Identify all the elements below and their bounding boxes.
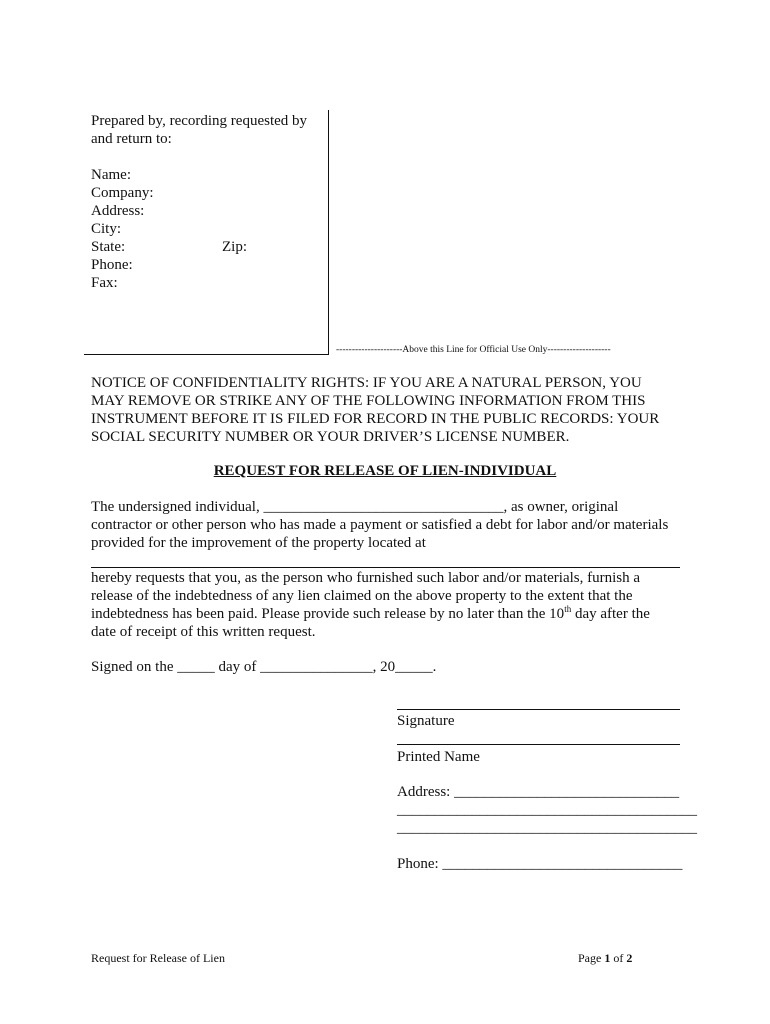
release-paragraph	[91, 569, 691, 641]
phone-label: Phone:	[91, 257, 133, 273]
document-title: REQUEST FOR RELEASE OF LIEN-INDIVIDUAL	[213, 463, 557, 479]
paragraph-line: contractor or other person who has made a payment or satisfied a debt for labor and/or materials	[91, 517, 669, 533]
paragraph-text: indebtedness has been paid. Please provide such release by no later than the 10	[91, 606, 565, 622]
notice-line: SOCIAL SECURITY NUMBER OR YOUR DRIVER’S LICENSE NUMBER.	[91, 429, 570, 445]
paragraph-line: provided for the improvement of the property located at	[91, 535, 426, 551]
header-horizontal-divider	[84, 354, 329, 355]
page-total: 2	[626, 951, 633, 965]
company-label: Company:	[91, 185, 154, 201]
paragraph-text: day after the	[571, 606, 650, 622]
notice-line: MAY REMOVE OR STRIKE ANY OF THE FOLLOWING INFORMATION FROM THIS	[91, 393, 646, 409]
footer-title: Request for Release of Lien	[91, 951, 225, 965]
paragraph-line: hereby requests that you, as the person who furnished such labor and/or materials, furnish a	[91, 570, 641, 586]
property-address-line	[91, 567, 680, 568]
paragraph-line: release of the indebtedness of any lien claimed on the above property to the extent that the	[91, 588, 633, 604]
zip-label: Zip:	[222, 239, 247, 255]
paragraph-line: date of receipt of this written request.	[91, 624, 316, 640]
signed-on-line: Signed on the _____ day of _______________, 20_____.	[91, 659, 437, 675]
prepared-by-line1: Prepared by, recording requested by	[91, 113, 308, 129]
city-label: City:	[91, 221, 122, 237]
signer-address-field: Address: ______________________________	[397, 784, 680, 800]
notice-line: INSTRUMENT BEFORE IT IS FILED FOR RECORD IN THE PUBLIC RECORDS: YOUR	[91, 411, 660, 427]
page-of: of	[610, 951, 627, 965]
preparer-block	[91, 112, 323, 292]
printed-name-label: Printed Name	[397, 749, 480, 765]
paragraph-line: The undersigned individual, ________________________________, as owner, original	[91, 499, 619, 515]
signer-phone-field: Phone: ________________________________	[397, 856, 683, 872]
notice-line: NOTICE OF CONFIDENTIALITY RIGHTS: IF YOU ARE A NATURAL PERSON, YOU	[91, 375, 642, 391]
page-number	[578, 949, 632, 967]
official-use-line: ---------------------Above this Line for Official Use Only--------------------	[336, 345, 611, 355]
header-vertical-divider	[328, 110, 329, 355]
signer-address-line2: ________________________________________	[397, 802, 697, 818]
confidentiality-notice	[91, 374, 691, 446]
ordinal-suffix: th	[564, 604, 572, 614]
request-paragraph	[91, 498, 691, 552]
fax-label: Fax:	[91, 275, 118, 291]
signer-address-line3: ________________________________________	[397, 820, 697, 836]
state-label: State:	[91, 239, 126, 255]
address-label: Address:	[91, 203, 145, 219]
printed-name-line	[397, 744, 680, 745]
page-current: 1	[604, 951, 611, 965]
signature-line	[397, 709, 680, 710]
state-zip-row	[91, 238, 323, 256]
name-label: Name:	[91, 167, 131, 183]
prepared-by-line2: and return to:	[91, 131, 172, 147]
signature-label: Signature	[397, 713, 455, 729]
page-prefix: Page	[578, 951, 605, 965]
paragraph-line	[91, 605, 691, 623]
